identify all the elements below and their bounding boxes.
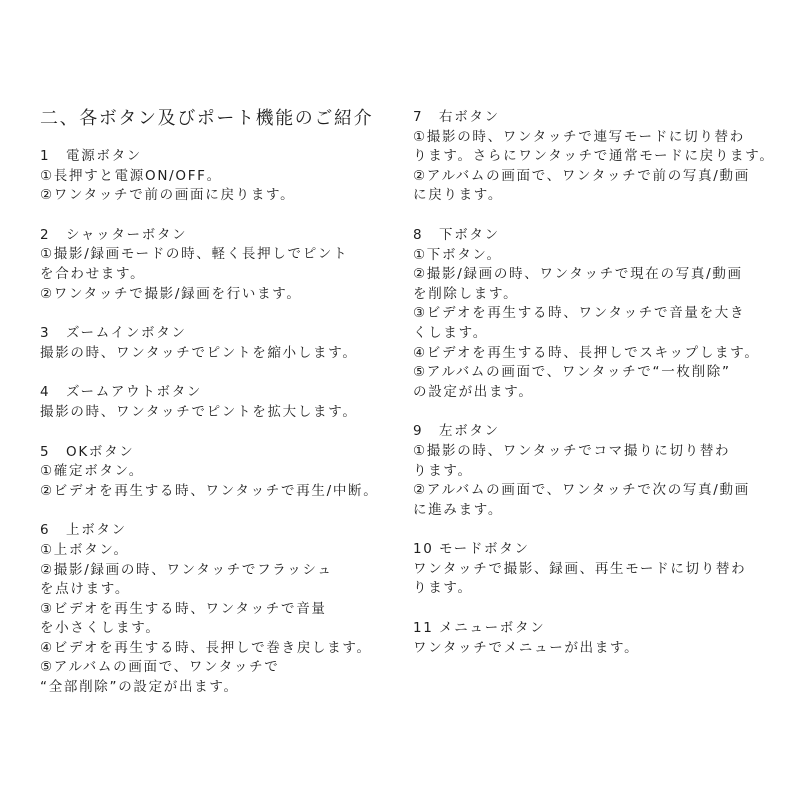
section-number: 8 [413, 226, 424, 243]
description-line: ①上ボタン。 [40, 541, 129, 558]
button-section [40, 521, 385, 697]
button-section [40, 443, 385, 502]
section-title [413, 108, 788, 128]
section-title-text: 下ボタン [439, 226, 500, 243]
description-line: ③ビデオを再生する時、ワンタッチで音量を大き [413, 305, 746, 322]
section-title [40, 383, 385, 403]
page-heading: 二、各ボタン及びポート機能のご紹介 [40, 108, 374, 129]
description-line: ⑤アルバムの画面で、ワンタッチで“一枚削除” [413, 364, 731, 381]
section-title [40, 521, 385, 541]
description-line: ①下ボタン。 [413, 246, 502, 263]
description-line: ワンタッチで撮影、録画、再生モードに切り替わ [413, 560, 747, 577]
description-line: ②ワンタッチで撮影/録画を行います。 [40, 285, 302, 302]
section-title-text: 右ボタン [439, 109, 500, 125]
description-line: ②撮影/録画の時、ワンタッチで現在の写真/動画 [413, 266, 743, 283]
button-section [413, 422, 788, 520]
description-line: を小さくします。 [40, 620, 161, 637]
section-title [40, 226, 385, 246]
section-title [40, 443, 385, 463]
section-title-text: シャッターボタン [66, 226, 188, 243]
description-line: ④ビデオを再生する時、長押しで巻き戻します。 [40, 639, 372, 656]
button-section [40, 383, 385, 422]
button-section [40, 324, 385, 363]
description-line: ⑤アルバムの画面で、ワンタッチで [40, 659, 280, 676]
section-number: 11 [413, 620, 434, 637]
section-title-text: モードボタン [439, 541, 530, 558]
description-line: 撮影の時、ワンタッチでピントを縮小します。 [40, 344, 358, 361]
section-title-text: ズームインボタン [66, 325, 187, 342]
description-line: ③ビデオを再生する時、ワンタッチで音量 [40, 600, 327, 617]
description-line: ④ビデオを再生する時、長押しでスキップします。 [413, 344, 760, 361]
section-title [413, 226, 788, 246]
right-column [413, 108, 788, 678]
description-line: ります。 [413, 462, 473, 479]
section-number: 1 [40, 148, 51, 164]
section-number: 4 [40, 384, 51, 401]
description-line: ②ビデオを再生する時、ワンタッチで再生/中断。 [40, 482, 379, 499]
section-title-text: OKボタン [66, 443, 135, 460]
description-line: くします。 [413, 324, 488, 341]
section-title [413, 619, 788, 639]
section-title-text: ズームアウトボタン [66, 384, 203, 401]
section-number: 2 [40, 226, 51, 243]
button-section [413, 540, 788, 599]
left-column [40, 147, 385, 718]
section-title [413, 540, 788, 560]
section-number: 5 [40, 443, 51, 460]
section-title [40, 324, 385, 344]
button-section [413, 619, 788, 658]
section-title-text: メニューボタン [439, 620, 546, 637]
section-title-text: 上ボタン [66, 522, 127, 539]
section-number: 3 [40, 325, 51, 342]
description-line: ります。 [413, 580, 473, 597]
description-line: 撮影の時、ワンタッチでピントを拡大します。 [40, 403, 358, 420]
description-line: ②アルバムの画面で、ワンタッチで次の写真/動画 [413, 482, 750, 499]
description-line: ります。さらにワンタッチで通常モードに戻ります。 [413, 148, 775, 165]
description-line: ②アルバムの画面で、ワンタッチで前の写真/動画 [413, 167, 750, 184]
description-line: ①撮影/録画モードの時、軽く長押しでピント [40, 246, 349, 263]
description-line: ①確定ボタン。 [40, 463, 144, 480]
description-line: を点けます。 [40, 581, 131, 598]
description-line: “全部削除”の設定が出ます。 [40, 679, 239, 696]
section-number: 6 [40, 522, 51, 539]
description-line: ②ワンタッチで前の画面に戻ります。 [40, 187, 296, 204]
button-section [40, 226, 385, 304]
description-line: に進みます。 [413, 501, 504, 518]
button-section [413, 108, 788, 206]
description-line: ①長押すと電源ON/OFF。 [40, 167, 222, 184]
section-title-text: 電源ボタン [66, 148, 142, 164]
section-title [40, 147, 385, 167]
description-line: ワンタッチでメニューが出ます。 [413, 639, 640, 656]
section-number: 7 [413, 109, 424, 125]
section-title-text: 左ボタン [439, 423, 500, 440]
button-section [413, 226, 788, 402]
description-line: を合わせます。 [40, 265, 146, 282]
description-line: ②撮影/録画の時、ワンタッチでフラッシュ [40, 561, 333, 578]
button-section [40, 147, 385, 206]
description-line: に戻ります。 [413, 187, 504, 204]
section-number: 10 [413, 541, 434, 558]
description-line: ①撮影の時、ワンタッチでコマ撮りに切り替わ [413, 442, 731, 459]
description-line: の設定が出ます。 [413, 383, 534, 400]
description-line: ①撮影の時、ワンタッチで連写モードに切り替わ [413, 128, 745, 145]
section-number: 9 [413, 423, 424, 440]
section-title [413, 422, 788, 442]
description-line: を削除します。 [413, 285, 519, 302]
